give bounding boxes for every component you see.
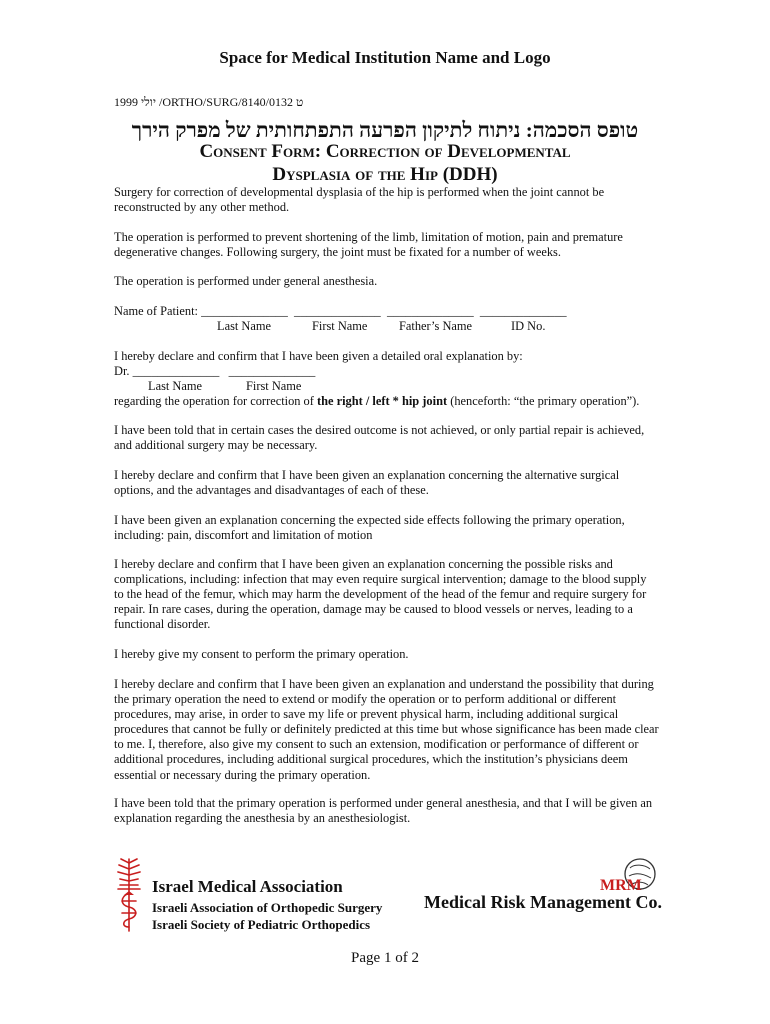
patient-name-row bbox=[114, 304, 567, 319]
hebrew-title: טופס הסכמה: ניתוח לתיקון הפרעה התפתחותית של מפרק הירך bbox=[131, 118, 639, 142]
doctor-name-blanks[interactable]: ______________ ______________ bbox=[132, 364, 316, 378]
ima-name: Israel Medical Association bbox=[152, 877, 343, 896]
primary-operation-henceforth: (henceforth: “the primary operation”). bbox=[447, 394, 640, 408]
primary-operation-text: regarding the operation for correction of bbox=[114, 394, 317, 408]
paragraph-explanation-intro: I hereby declare and confirm that I have been given a detailed oral explanation by: bbox=[114, 349, 523, 363]
paragraph-extension-consent: I hereby declare and confirm that I have been given an explanation and understand the possibility that during the primary operation the need to extend or modify the operation or to perform additional or different procedures, may arise, in order to save my life or prevent physical harm, including additional surgical procedures that cannot be fully or definitely predicted at this time but whose significance has been made clear to me. I, therefore, also give my consent to such an extension, modification or performance of different or additional procedures, including additional surgical procedures, which the institution’s physicians deem essential or necessary during the primary operation. bbox=[114, 677, 659, 782]
doctor-label: Dr. bbox=[114, 364, 130, 378]
english-title-line2: Dysplasia of the Hip (DDH) bbox=[272, 164, 498, 185]
paragraph-outcome: I have been told that in certain cases the desired outcome is not achieved, or only partial repair is achieved, and additional surgery may be necessary. bbox=[114, 423, 645, 453]
paragraph-intro: Surgery for correction of developmental dysplasia of the hip is performed when the joint cannot be reconstructed by any other method. bbox=[114, 185, 605, 215]
paragraph-risks: I hereby declare and confirm that I have been given an explanation concerning the possible risks and complications, including: infection that may even require surgical intervention; damage to the blood supply to the head of the femur, which may harm the development of the head of the femur and require surgery for repair. In rare cases, during the operation, damage may be caused to blood vessels or nerves, leading to a functional disorder. bbox=[114, 557, 647, 632]
mrm-logo-icon bbox=[596, 856, 660, 896]
mrm-logo-text: MRM bbox=[600, 877, 642, 894]
paragraph-anesthesiologist: I have been told that the primary operation is performed under general anesthesia, and that I will be given an explanation regarding the anesthesia by an anesthesiologist. bbox=[114, 796, 653, 826]
ima-orthopedic-association: Israeli Association of Orthopedic Surgery bbox=[152, 900, 383, 915]
form-reference: 1999 יולי /ORTHO/SURG/8140/0132 ט bbox=[114, 95, 304, 109]
patient-id-label: ID No. bbox=[511, 319, 546, 333]
page-number: Page 1 of 2 bbox=[351, 950, 419, 966]
hip-joint-selection: the right / left * hip joint bbox=[316, 394, 448, 408]
paragraph-primary-operation bbox=[114, 394, 674, 409]
english-title-line1: Consent Form: Correction of Developmental bbox=[199, 141, 571, 162]
patient-fathers-name-label: Father’s Name bbox=[399, 319, 473, 333]
ima-logo-icon bbox=[112, 855, 146, 935]
paragraph-side-effects: I have been given an explanation concerning the expected side effects following the primary operation, including: pain, discomfort and limitation of motion bbox=[114, 513, 625, 543]
patient-name-blanks[interactable]: ______________ ______________ ______________ ______________ bbox=[201, 304, 567, 318]
doctor-last-name-label: Last Name bbox=[148, 379, 203, 393]
patient-last-name-label: Last Name bbox=[217, 319, 272, 333]
patient-name-label: Name of Patient: bbox=[114, 304, 198, 318]
paragraph-purpose: The operation is performed to prevent shortening of the limb, limitation of motion, pain and premature degenerative changes. Following surgery, the joint must be fixated for a number of weeks. bbox=[114, 230, 623, 260]
paragraph-alternatives: I hereby declare and confirm that I have been given an explanation concerning the alternative surgical options, and the advantages and disadvantages of each of these. bbox=[114, 468, 620, 498]
english-title bbox=[100, 140, 670, 186]
doctor-name-row bbox=[114, 364, 315, 379]
ima-pediatric-society: Israeli Society of Pediatric Orthopedics bbox=[152, 917, 371, 932]
paragraph-consent: I hereby give my consent to perform the primary operation. bbox=[114, 647, 409, 661]
mrm-name: Medical Risk Management Co. bbox=[424, 892, 662, 912]
doctor-first-name-label: First Name bbox=[246, 379, 302, 393]
paragraph-anesthesia: The operation is performed under general anesthesia. bbox=[114, 274, 378, 288]
patient-first-name-label: First Name bbox=[312, 319, 368, 333]
institution-placeholder: Space for Medical Institution Name and Logo bbox=[219, 48, 551, 67]
